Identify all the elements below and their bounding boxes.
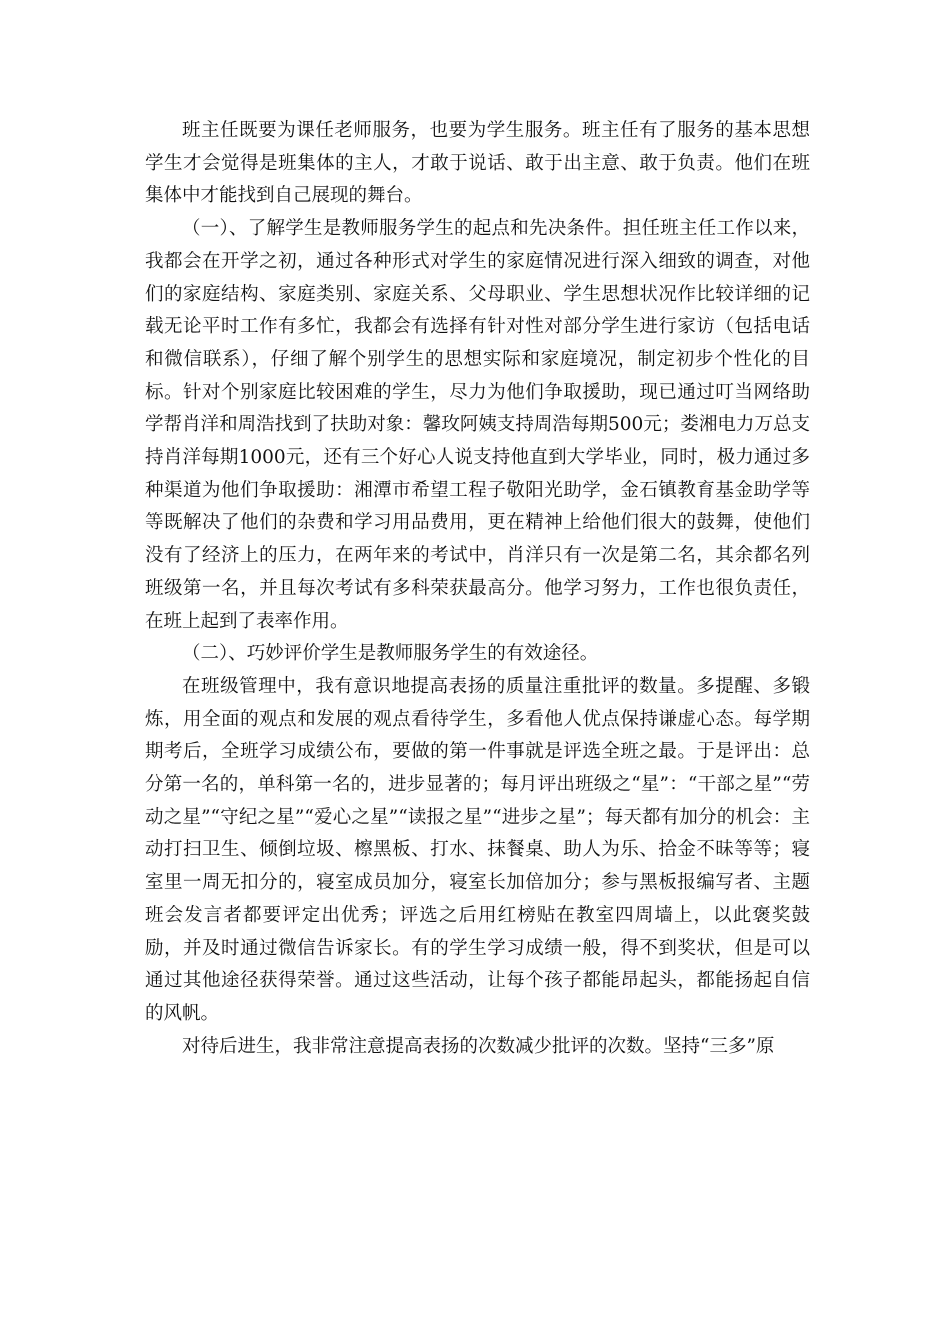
paragraph-class-management: 在班级管理中，我有意识地提高表扬的质量注重批评的数量。多提醒、多锻炼，用全面的观点和发展的观点看待学生，多看他人优点保持谦虚心态。每学期期考后，全班学习成绩公布，要做的第一件事就是评选全班之最。于是评出：总分第一名的，单科第一名的，进步显著的；每月评出班级之“星”：“干部之星”“劳动之星”“守纪之星”“爱心之星”“读报之星”“进步之星”；每天都有加分的机会：主动打扫卫生、倾倒垃圾、檫黑板、打水、抹餐桌、助人为乐、拾金不昧等等；寝室里一周无扣分的，寝室成员加分，寝室长加倍加分；参与黑板报编写者、主题班会发言者都要评定出优秀；评选之后用红榜贴在教室四周墙上，以此褒奖鼓励，并及时通过微信告诉家长。有的学生学习成绩一般，得不到奖状，但是可以通过其他途径获得荣誉。通过这些活动，让每个孩子都能昂起头，都能扬起自信的风帆。 <box>145 675 810 1024</box>
section-heading-evaluate-students: （二）、巧妙评价学生是教师服务学生的有效途径。 <box>182 643 599 665</box>
paragraph-understand-students: （一）、了解学生是教师服务学生的起点和先决条件。担任班主任工作以来，我都会在开学之初，通过各种形式对学生的家庭情况进行深入细致的调查，对他们的家庭结构、家庭类别、家庭关系、父母职业、学生思想状况作比较详细的记载无论平时工作有多忙，我都会有选择有针对性对部分学生进行家访（包括电话和微信联系），仔细了解个别学生的思想实际和家庭境况，制定初步个性化的目标。针对个别家庭比较困难的学生，尽力为他们争取援助，现已通过叮当网络助学帮肖洋和周浩找到了扶助对象：馨玫阿姨支持周浩每期500元；娄湘电力万总支持肖洋每期1000元，还有三个好心人说支持他直到大学毕业，同时，极力通过多种渠道为他们争取援助：湘潭市希望工程子敬阳光助学，金石镇教育基金助学等等既解决了他们的杂费和学习用品费用，更在精神上给他们很大的鼓舞，使他们没有了经济上的压力，在两年来的考试中，肖洋只有一次是第二名，其余都名列班级第一名，并且每次考试有多科荣获最高分。他学习努力，工作也很负责任，在班上起到了表率作用。 <box>145 218 810 632</box>
paragraph-underperforming-students: 对待后进生，我非常注意提高表扬的次数减少批评的次数。坚持“三多”原 <box>182 1035 775 1057</box>
document-body <box>145 115 810 1063</box>
paragraph-service-intro: 班主任既要为课任老师服务，也要为学生服务。班主任有了服务的基本思想学生才会觉得是班集体的主人，才敢于说话、敢于出主意、敢于负责。他们在班集体中才能找到自己展现的舞台。 <box>145 120 810 207</box>
